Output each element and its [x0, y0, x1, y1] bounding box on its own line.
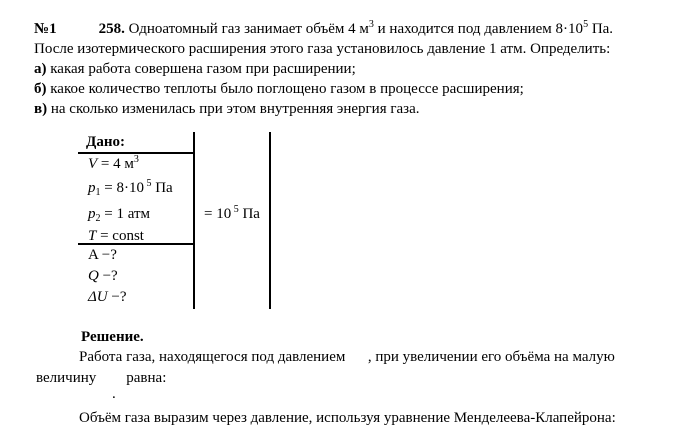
problem-item-b	[34, 81, 524, 98]
problem-text-1c: Па.	[588, 21, 614, 37]
heat-var: Q	[88, 268, 99, 284]
conv-unit: Па	[238, 206, 260, 222]
energy-q: −?	[107, 289, 127, 305]
given-p1	[88, 180, 173, 197]
volume-val: = 4 м	[97, 156, 134, 172]
energy-var: ΔU	[88, 289, 108, 305]
problem-item-a	[34, 61, 356, 78]
heat-q: −?	[98, 268, 118, 284]
solution-header: Решение.	[81, 329, 144, 345]
p2-val: = 1 атм	[100, 206, 151, 222]
solution-line-1: Работа газа, находящегося под давлением , при увеличении его объёма на малую	[79, 349, 615, 365]
solution-line-3: Объём газа выразим через давление, используя уравнение Менделеева-Клапейрона:	[79, 410, 616, 426]
item-c-text: на сколько изменилась при этом внутренняя энергия газа.	[47, 101, 420, 117]
find-work: A −?	[88, 247, 117, 263]
solution-line-2: величину равна:	[36, 370, 167, 386]
p2-var: p	[88, 206, 96, 222]
find-heat	[88, 268, 118, 285]
find-energy	[88, 289, 127, 306]
problem-line-1	[34, 21, 613, 38]
given-temperature	[88, 228, 144, 245]
item-a-label: а)	[34, 61, 47, 77]
problem-sup-1: 3	[368, 19, 374, 30]
given-divider-2	[269, 132, 271, 309]
problem-text-1b: и находится под давлением 8·10	[373, 21, 584, 37]
problem-line-2: После изотермического расширения этого газа установилось давление 1 атм. Определить:	[34, 41, 611, 57]
conv-val: = 10	[204, 206, 232, 222]
conv-sup: 5	[231, 204, 239, 215]
problem-sup-2: 5	[583, 19, 589, 30]
volume-var: V	[88, 156, 98, 172]
given-p2	[88, 206, 150, 223]
problem-ref: 258.	[98, 21, 125, 37]
item-c-label: в)	[34, 101, 48, 117]
solution-dot: .	[112, 386, 116, 402]
item-b-label: б)	[34, 81, 47, 97]
p1-sub: 1	[95, 187, 101, 198]
p1-val: = 8·10	[100, 180, 144, 196]
given-conversion	[204, 206, 260, 223]
given-volume	[88, 156, 139, 173]
given-divider-1	[193, 132, 195, 309]
item-a-text: какая работа совершена газом при расширении;	[46, 61, 356, 77]
volume-sup: 3	[133, 154, 139, 165]
item-b-text: какое количество теплоты было поглощено газом в процессе расширения;	[46, 81, 524, 97]
p1-var: p	[88, 180, 96, 196]
t-val: = const	[96, 228, 144, 244]
t-var: T	[88, 228, 97, 244]
given-header: Дано:	[86, 134, 125, 150]
p2-sub: 2	[95, 213, 101, 224]
problem-item-c	[34, 101, 419, 118]
p1-sup: 5	[143, 178, 152, 189]
p1-unit: Па	[151, 180, 173, 196]
problem-number: №1	[34, 21, 57, 37]
problem-text-1: Одноатомный газ занимает объём 4 м	[128, 21, 369, 37]
